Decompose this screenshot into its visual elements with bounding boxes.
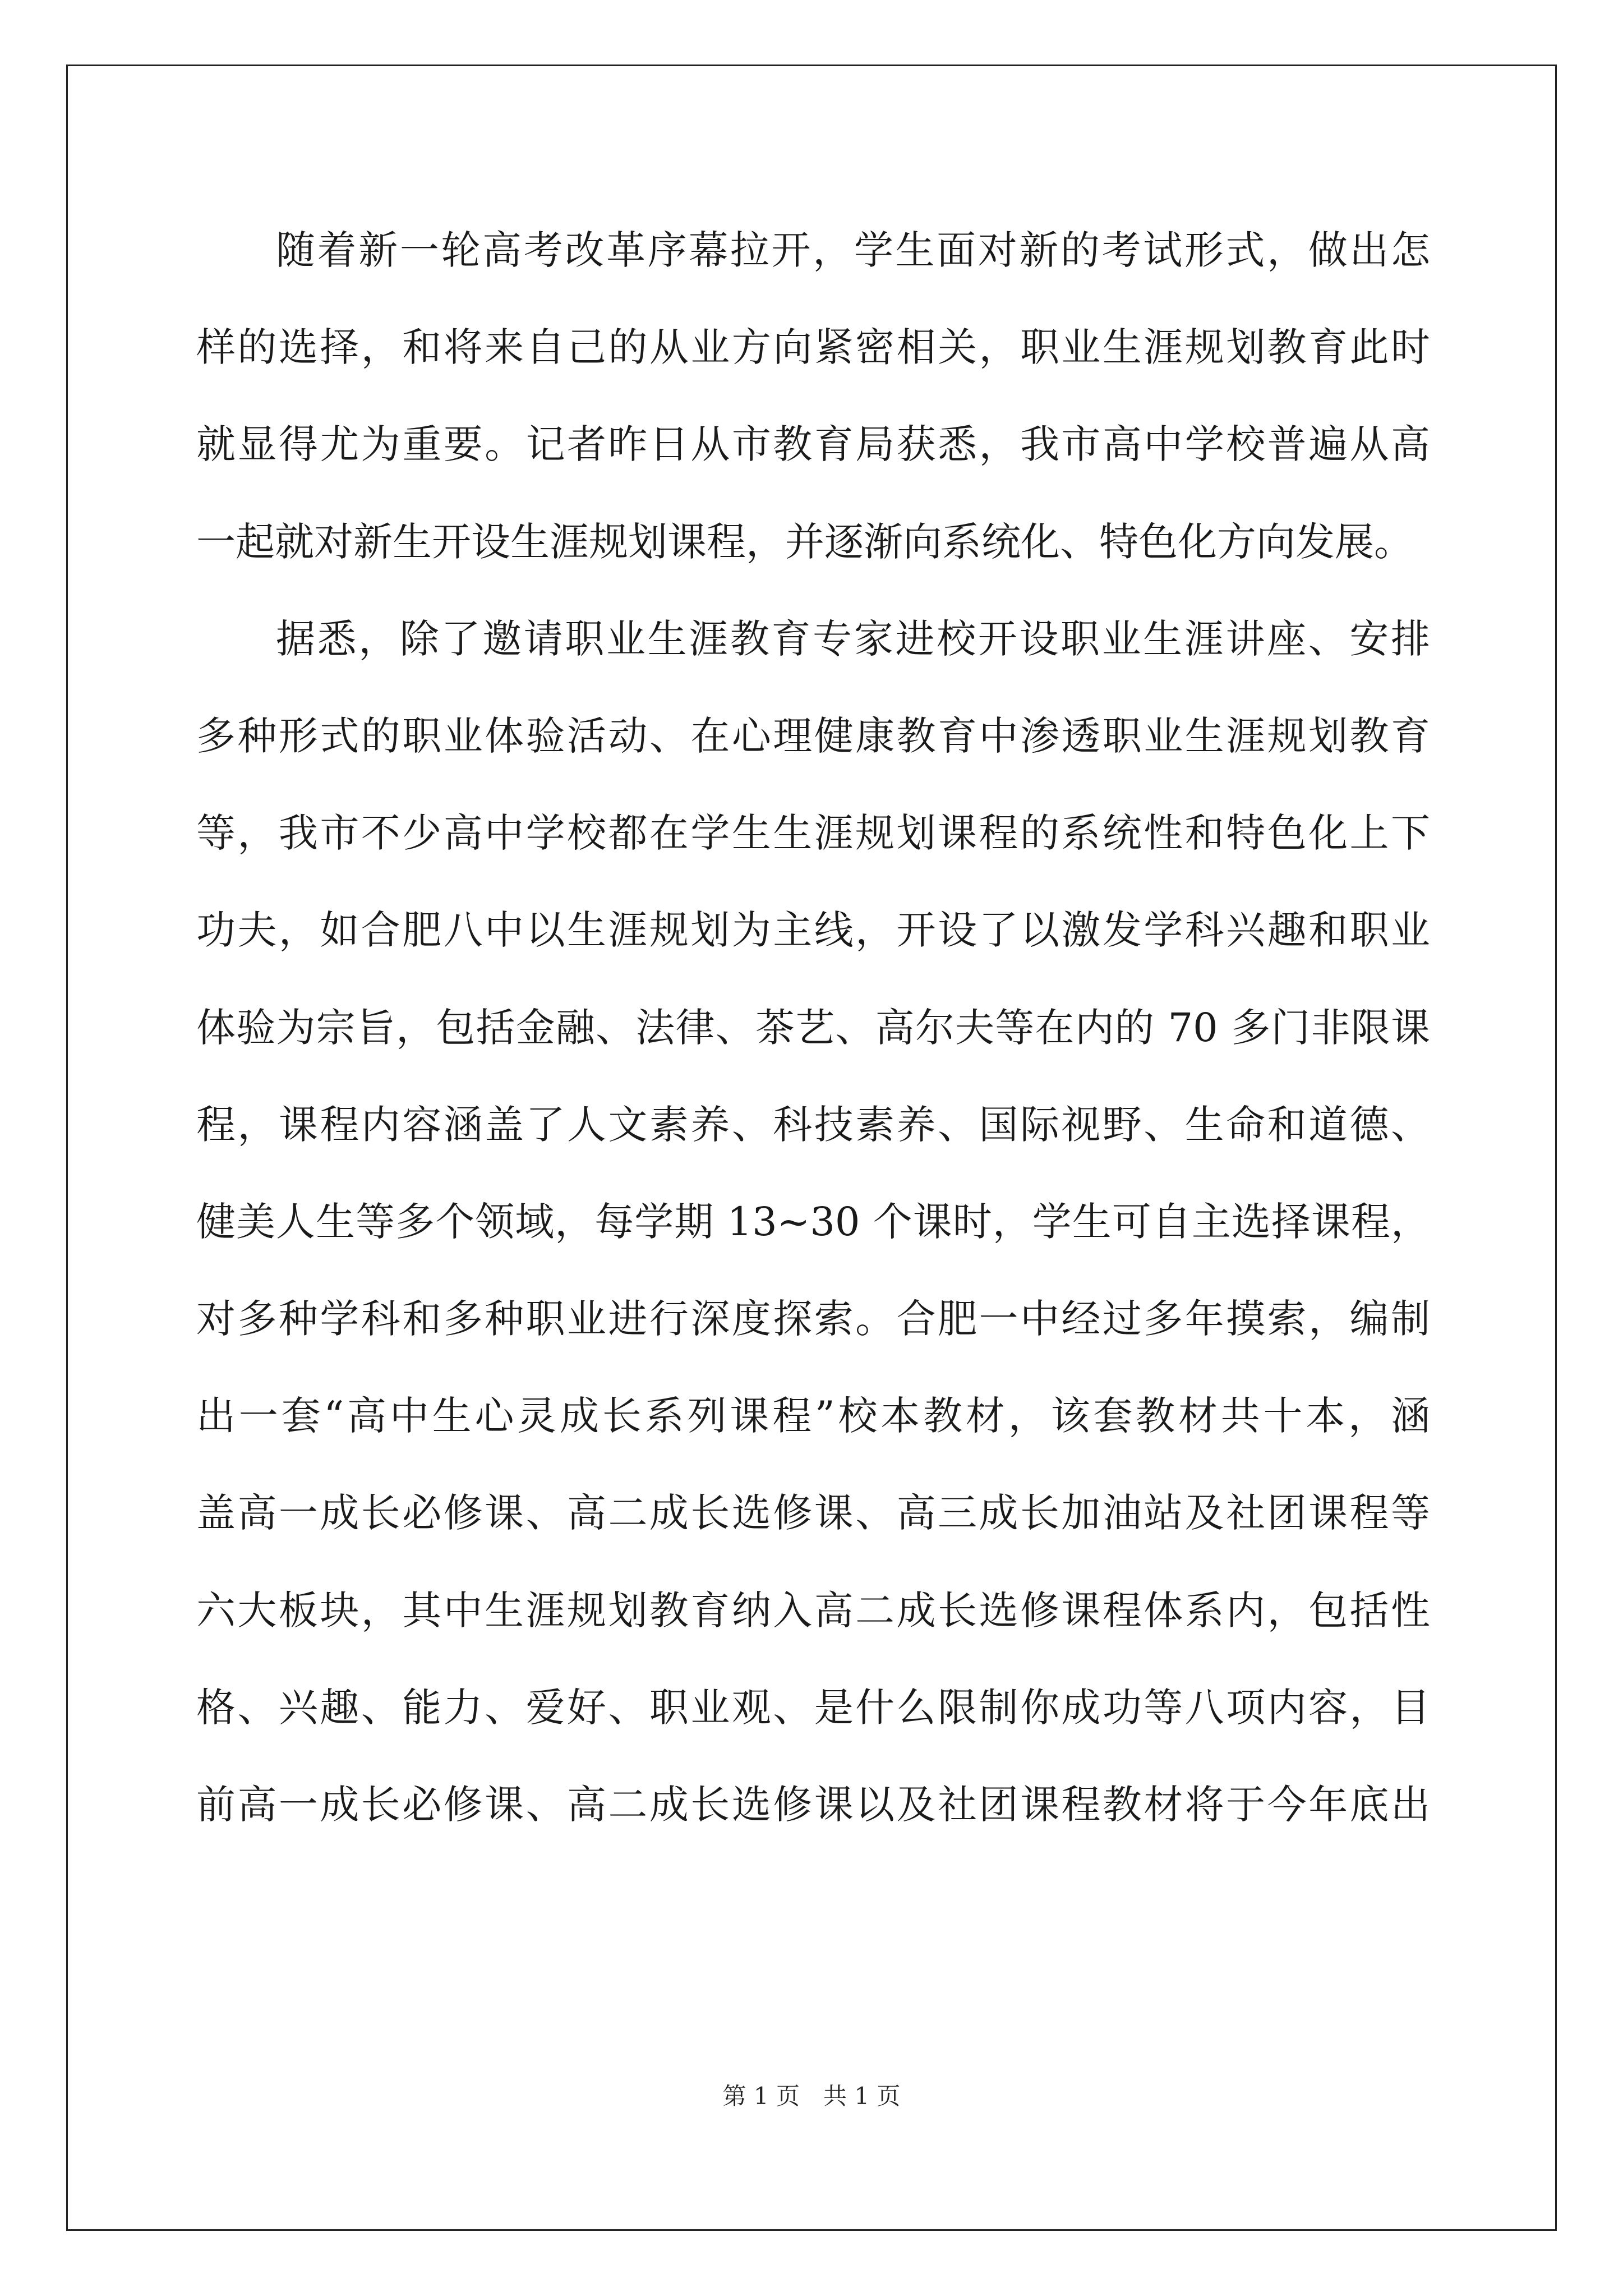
paragraph-line: 六大板块，其中生涯规划教育纳入高二成长选修课程体系内，包括性 xyxy=(196,1587,1430,1634)
paragraph-line: 对多种学科和多种职业进行深度探索。合肥一中经过多年摸索，编制 xyxy=(196,1296,1430,1342)
paragraph-line: 功夫，如合肥八中以生涯规划为主线，开设了以激发学科兴趣和职业 xyxy=(196,907,1430,954)
paragraph-line: 就显得尤为重要。记者昨日从市教育局获悉，我市高中学校普遍从高 xyxy=(196,421,1430,468)
paragraph-line: 等，我市不少高中学校都在学生生涯规划课程的系统性和特色化上下 xyxy=(196,810,1430,857)
paragraph-line: 格、兴趣、能力、爱好、职业观、是什么限制你成功等八项内容，目 xyxy=(196,1684,1430,1731)
paragraph-line: 健美人生等多个领域，每学期 13~30 个课时，学生可自主选择课程， xyxy=(196,1198,1430,1245)
paragraph-line: 多种形式的职业体验活动、在心理健康教育中渗透职业生涯规划教育 xyxy=(196,712,1430,759)
paragraph-line: 出一套“高中生心灵成长系列课程”校本教材，该套教材共十本，涵 xyxy=(196,1393,1430,1439)
page-footer: 第 1 页 共 1 页 xyxy=(722,2082,901,2110)
paragraph-line: 前高一成长必修课、高二成长选修课以及社团课程教材将于今年底出 xyxy=(196,1782,1430,1828)
paragraph-line: 体验为宗旨，包括金融、法律、茶艺、高尔夫等在内的 70 多门非限课 xyxy=(196,1004,1430,1051)
paragraph-line: 一起就对新生开设生涯规划课程，并逐渐向系统化、特色化方向发展。 xyxy=(196,518,1413,565)
paragraph-line: 据悉，除了邀请职业生涯教育专家进校开设职业生涯讲座、安排 xyxy=(276,615,1430,662)
paragraph-line: 程，课程内容涵盖了人文素养、科技素养、国际视野、生命和道德、 xyxy=(196,1101,1430,1148)
paragraph-line: 随着新一轮高考改革序幕拉开，学生面对新的考试形式，做出怎 xyxy=(276,227,1430,273)
paragraph-line: 样的选择，和将来自己的从业方向紧密相关，职业生涯规划教育此时 xyxy=(196,324,1430,371)
paragraph-line: 盖高一成长必修课、高二成长选修课、高三成长加油站及社团课程等 xyxy=(196,1490,1430,1536)
document-body xyxy=(196,202,1430,1853)
